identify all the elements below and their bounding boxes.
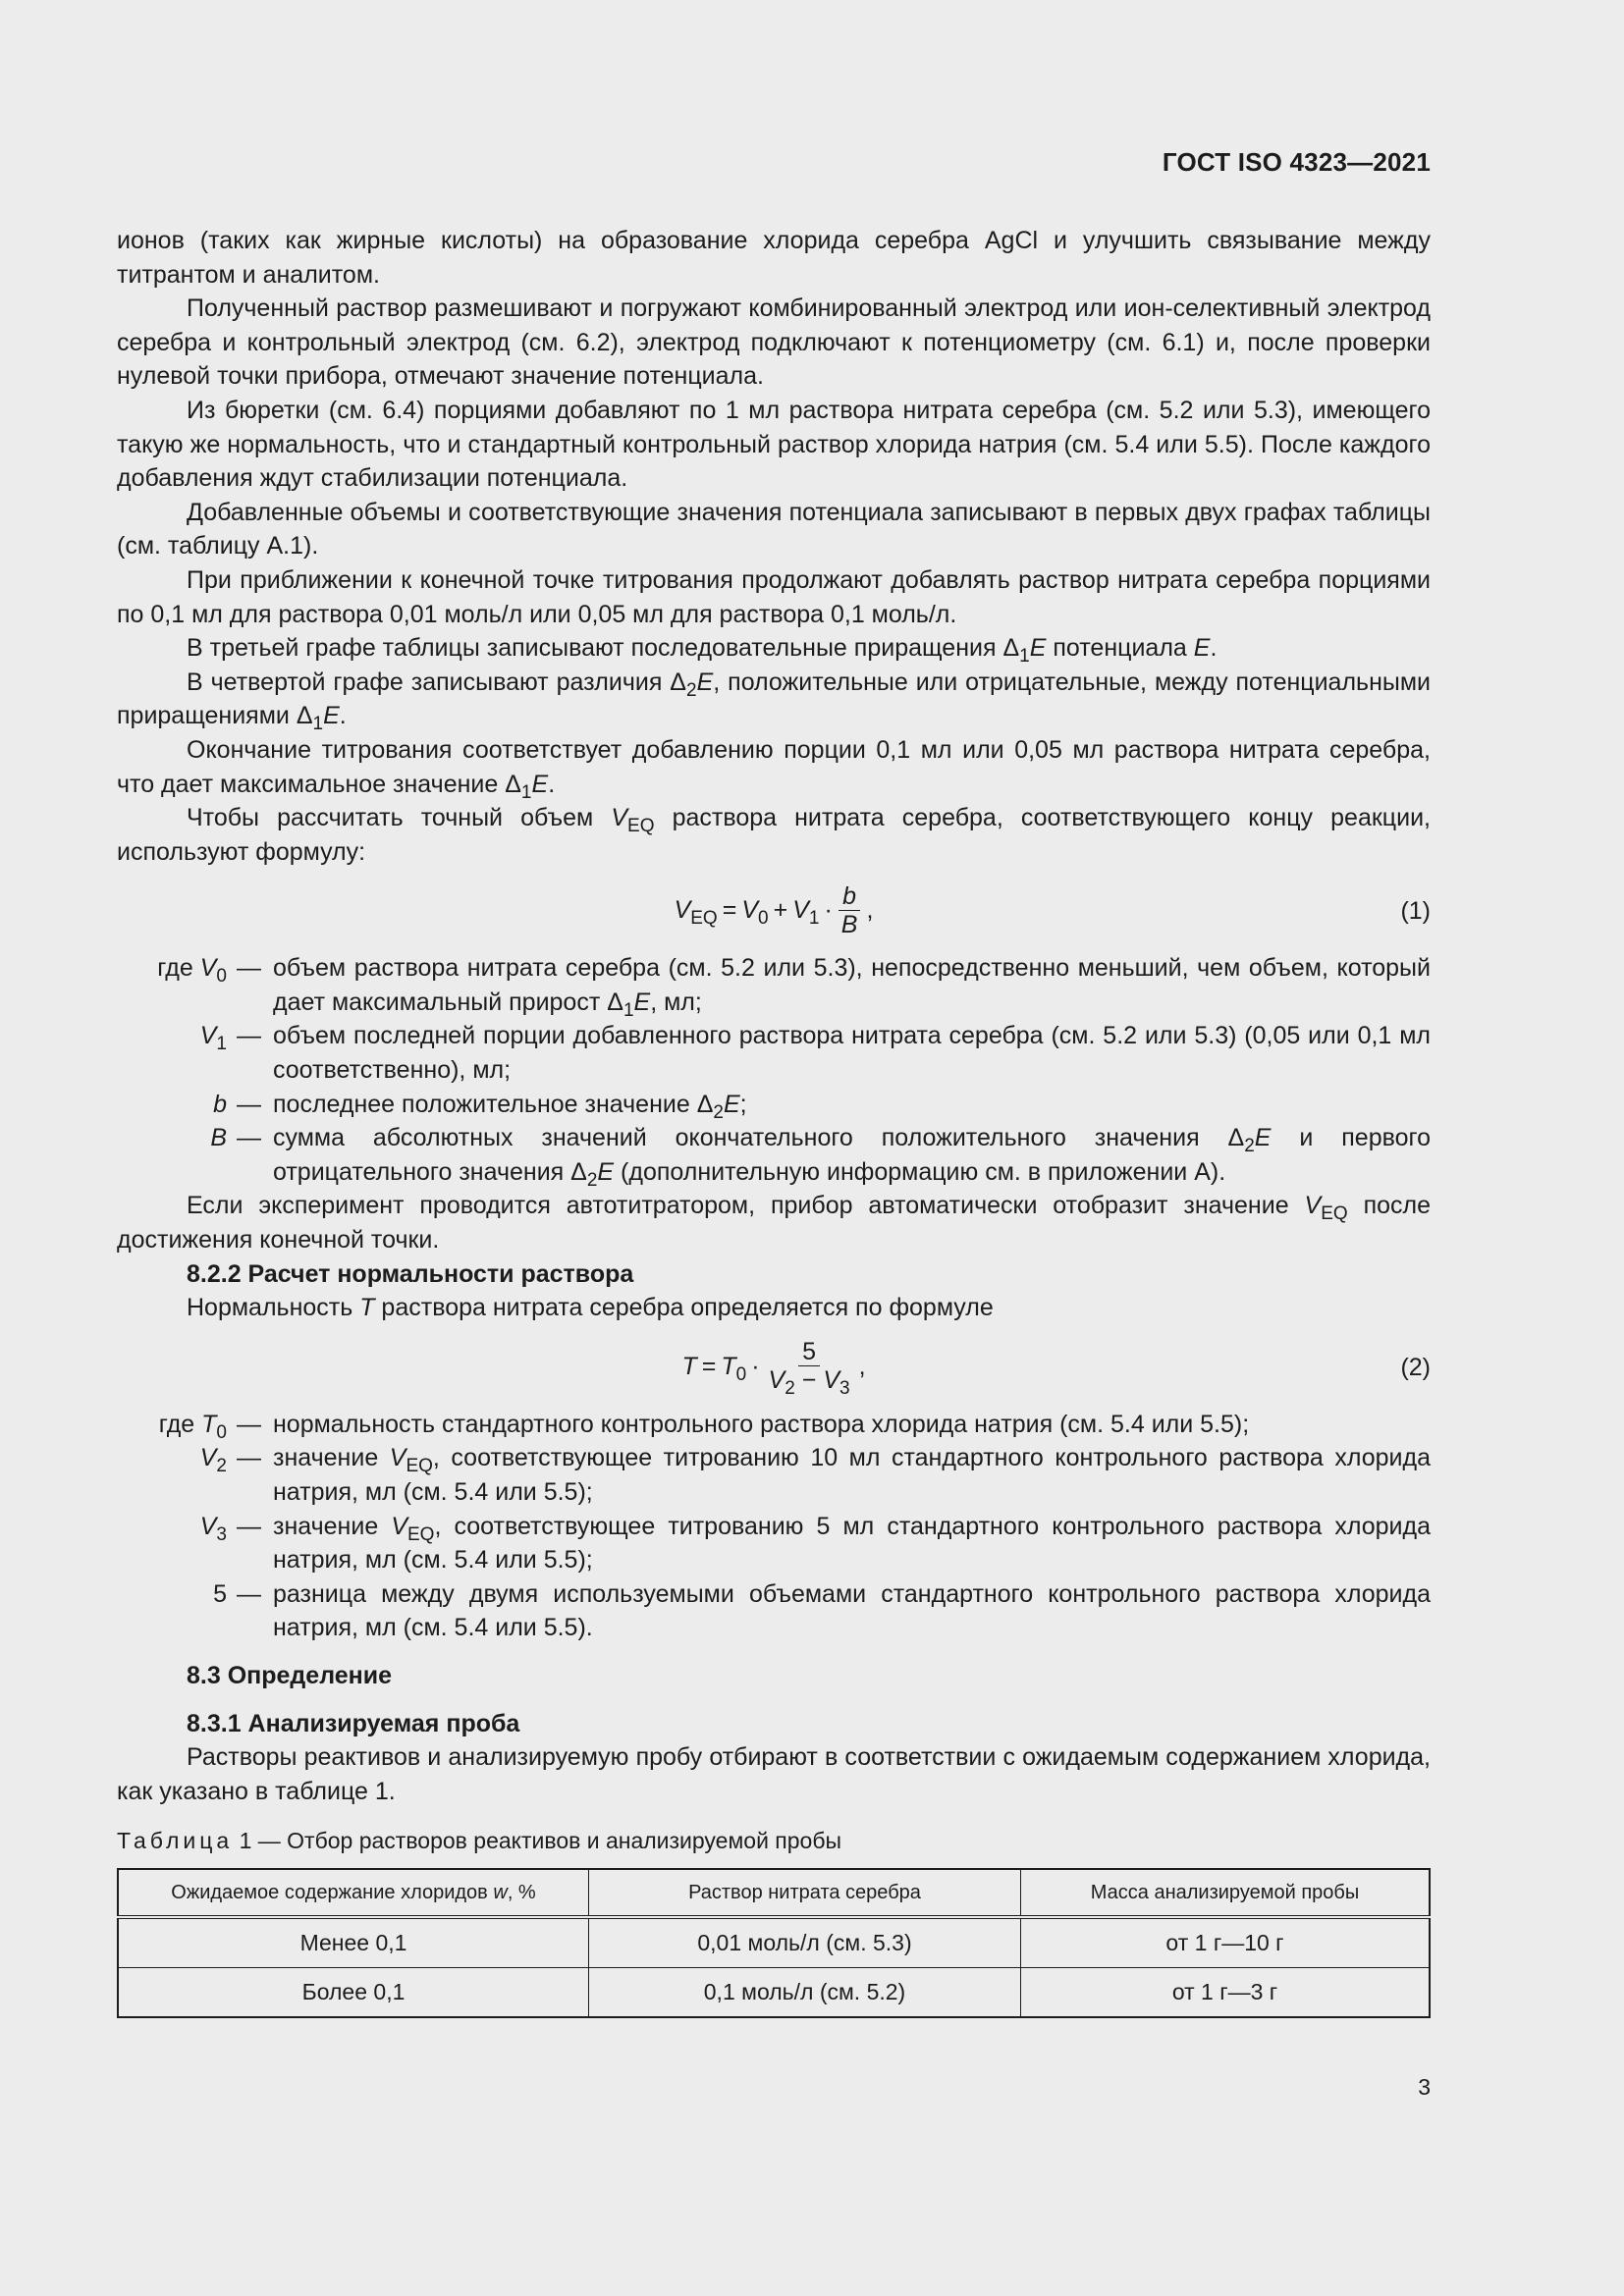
- paragraph-5: При приближении к конечной точке титрования продолжают добавлять раствор нитрата серебра порциями по 0,1 мл для раствора 0,01 моль/л или 0,05 мл для раствора 0,1 моль/л.: [117, 565, 1431, 628]
- table-cell: Менее 0,1: [118, 1917, 589, 1968]
- page-content: [117, 224, 1431, 2018]
- table-caption: Таблица 1 — Отбор растворов реактивов и анализируемой пробы: [117, 1828, 842, 1854]
- paragraph-12: Растворы реактивов и анализируемую пробу отбирают в соответствии с ожидаемым содержанием хлорида, как указано в таблице 1.: [117, 1743, 1431, 1805]
- paragraph-11: Нормальность T раствора нитрата серебра определяется по формуле: [187, 1294, 994, 1322]
- section-heading-8-2-2: 8.2.2 Расчет нормальности раствора: [187, 1259, 634, 1288]
- legend-item: B — сумма абсолютных значений окончательного положительного значения $\Delta_2E$ и первого отрицательного значения $\Delta_2E$ (дополнительную информацию см. в приложении А).: [210, 1124, 1431, 1191]
- table-cell: от 1 г—10 г: [1021, 1917, 1431, 1968]
- paragraph-3: Из бюретки (см. 6.4) порциями добавляют по 1 мл раствора нитрата серебра (см. 5.2 или 5.3), имеющего такую же нормальность, что и стандартный контрольный раствор хлорида натрия (см. 5.4 или 5.5). После каждого добавления ждут стабилизации потенциала.: [117, 396, 1431, 493]
- paragraph-8: Окончание титрования соответствует добавлению порции 0,1 мл или 0,05 мл раствора нитрата серебра, что дает максимальное значение $\Delta_1E$.: [117, 735, 1431, 803]
- page-number: 3: [1418, 2074, 1431, 2100]
- formula-1-legend: [117, 951, 1431, 1189]
- paragraph-2: Полученный раствор размешивают и погружают комбинированный электрод или ион-селективный электрод серебра и контрольный электрод (см. 6.2), электрод подключают к потенциометру (см. 6.1) и, после проверки нулевой точки прибора, отмечают значение потенциала.: [117, 294, 1431, 391]
- column-header: Масса анализируемой пробы: [1021, 1869, 1431, 1917]
- legend-item: 5 — разница между двумя используемыми объемами стандартного контрольного раствора хлорида натрия, мл (см. 5.4 или 5.5).: [213, 1579, 1431, 1642]
- table-row: [118, 1917, 1430, 1968]
- paragraph-1: ионов (таких как жирные кислоты) на образование хлорида серебра AgCl и улучшить связывание между титрантом и аналитом.: [117, 227, 1431, 289]
- legend-item: где $V_0$ — объем раствора нитрата серебра (см. 5.2 или 5.3), непосредственно меньший, чем объем, который дает максимальный прирост $\Delta_1E$, мл;: [157, 954, 1431, 1021]
- table-cell: Более 0,1: [118, 1967, 589, 2017]
- section-heading-8-3: 8.3 Определение: [187, 1661, 393, 1689]
- table-1: [117, 1868, 1431, 2018]
- legend-item: где $T_0$ — нормальность стандартного контрольного раствора хлорида натрия (см. 5.4 или 5.5);: [158, 1410, 1250, 1443]
- paragraph-10: Если эксперимент проводится автотитратором, прибор автоматически отобразит значение $V_{EQ}$ после достижения конечной точки.: [117, 1192, 1431, 1255]
- paragraph-9: Чтобы рассчитать точный объем $V_{EQ}$ раствора нитрата серебра, соответствующего концу реакции, используют формулу:: [117, 804, 1431, 866]
- column-header: Ожидаемое содержание хлоридов w, %: [118, 1869, 589, 1917]
- paragraph-4: Добавленные объемы и соответствующие значения потенциала записывают в первых двух графах таблицы (см. таблицу А.1).: [117, 498, 1431, 561]
- section-heading-8-3-1: 8.3.1 Анализируемая проба: [187, 1709, 520, 1737]
- formula-2-number: (2): [1400, 1353, 1431, 1381]
- formula-1-number: (1): [1400, 897, 1431, 926]
- paragraph-6: В третьей графе таблицы записывают последовательные приращения $\Delta_1E$ потенциала E.: [187, 634, 1218, 667]
- paragraph-7: В четвертой графе записывают различия $\Delta_2E$, положительные или отрицательные, между потенциальными приращениями $\Delta_1E$.: [117, 667, 1432, 735]
- table-header-row: [118, 1869, 1430, 1917]
- legend-item: $V_1$ — объем последней порции добавленного раствора нитрата серебра (см. 5.2 или 5.3) (0,05 или 0,1 мл соответственно), мл;: [199, 1022, 1431, 1085]
- column-header: Раствор нитрата серебра: [589, 1869, 1021, 1917]
- formula-1: $V_{EQ}$ = $V_0$ + $V_1$ · $\frac{b}{B}$ , (1): [674, 881, 1431, 938]
- formula-2: T = $T_0$ · $\frac{5}{V_2 - V_3}$ , (2): [681, 1338, 1431, 1400]
- table-cell: 0,1 моль/л (см. 5.2): [589, 1967, 1021, 2017]
- formula-2-legend: [117, 1408, 1431, 1645]
- legend-item: b — последнее положительное значение $\Delta_2E$;: [213, 1090, 747, 1123]
- legend-item: $V_2$ — значение $V_{EQ}$, соответствующее титрованию 10 мл стандартного контрольного раствора хлорида натрия, мл (см. 5.4 или 5.5);: [199, 1444, 1431, 1506]
- table-cell: 0,01 моль/л (см. 5.3): [589, 1917, 1021, 1968]
- table-row: [118, 1967, 1430, 2017]
- table-cell: от 1 г—3 г: [1021, 1967, 1431, 2017]
- legend-item: $V_3$ — значение $V_{EQ}$, соответствующее титрованию 5 мл стандартного контрольного раствора хлорида натрия, мл (см. 5.4 или 5.5);: [199, 1512, 1431, 1575]
- document-code: ГОСТ ISO 4323—2021: [1162, 147, 1431, 177]
